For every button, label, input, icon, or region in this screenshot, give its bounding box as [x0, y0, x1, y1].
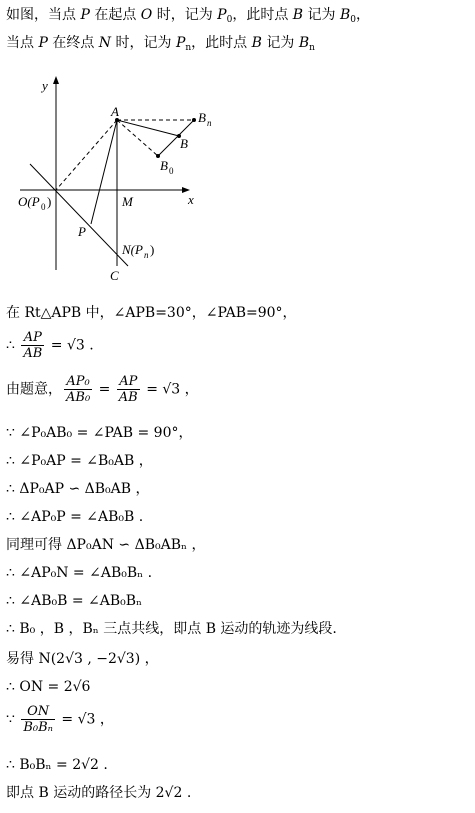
- intro-line-2: [6, 34, 315, 57]
- label-n: N(P: [122, 242, 143, 257]
- sub: n: [185, 43, 192, 53]
- denominator: B₀Bₙ: [23, 720, 53, 735]
- var-pn: P: [175, 35, 186, 51]
- text: 记为: [303, 7, 340, 23]
- line-ap: [91, 120, 117, 224]
- y-axis-arrow: [53, 76, 59, 84]
- line-13: ∴ B₀ ，B ，Bₙ 三点共线，即点 B 运动的轨迹为线段.: [6, 621, 337, 637]
- line-7: ∴ ∠P₀AP = ∠B₀AB ，: [6, 453, 153, 469]
- text: ，此时点: [232, 7, 293, 23]
- line-12: ∴ ∠AB₀B = ∠AB₀Bₙ: [6, 593, 143, 609]
- fraction: [117, 374, 140, 405]
- text: = √3 ，: [56, 711, 114, 728]
- line-18: 即点 B 运动的路径长为 2√2 .: [6, 785, 192, 801]
- denominator: AB: [23, 346, 43, 361]
- label-b0-sub: 0: [169, 166, 174, 176]
- fraction: [64, 374, 92, 405]
- text: 在终点: [47, 35, 99, 51]
- line-9: ∴ ∠AP₀P = ∠AB₀B .: [6, 509, 144, 525]
- numerator: AP: [21, 330, 44, 346]
- line-5: [6, 374, 199, 405]
- var-p: P: [38, 35, 48, 51]
- text: 记为: [261, 35, 299, 51]
- line-16: [6, 704, 114, 735]
- text: 在起点: [89, 7, 141, 23]
- text: 时，记为: [111, 35, 176, 51]
- numerator: AP: [117, 374, 140, 390]
- var-o: O: [140, 7, 153, 23]
- text: ，此时点: [191, 35, 252, 51]
- line-b0bn: [158, 120, 194, 156]
- var-b0: B: [339, 7, 351, 23]
- line-ab: [117, 120, 179, 136]
- text: ∵: [6, 711, 20, 728]
- text: = √3 .: [46, 337, 94, 354]
- text: 当点: [6, 35, 39, 51]
- label-p: P: [78, 224, 86, 239]
- text: 如图，当点: [6, 7, 81, 23]
- point-bn: [192, 118, 196, 122]
- label-bn-sub: n: [207, 118, 212, 128]
- label-x: x: [188, 192, 194, 207]
- line-oc: [30, 164, 128, 266]
- label-y: y: [42, 78, 48, 93]
- label-o: O(P: [18, 194, 40, 209]
- text: 由题意，: [6, 381, 62, 398]
- line-14: 易得 N(2√3 , −2√3) ，: [6, 651, 159, 667]
- text: =: [94, 381, 115, 398]
- line-10: 同理可得 ΔP₀AN ∽ ΔB₀ABₙ ，: [6, 537, 206, 553]
- text: = √3 ，: [141, 381, 199, 398]
- label-b: B: [180, 136, 188, 151]
- var-b: B: [292, 7, 304, 23]
- label-a: A: [111, 104, 119, 119]
- label-b0: B: [160, 158, 168, 173]
- line-8: ∴ ΔP₀AP ∽ ΔB₀AB ，: [6, 481, 150, 497]
- text: ，: [356, 7, 371, 23]
- line-6: ∵ ∠P₀AB₀ = ∠PAB = 90°，: [6, 425, 193, 441]
- label-bn: B: [198, 110, 206, 125]
- line-17: ∴ B₀Bₙ = 2√2 .: [6, 757, 108, 773]
- var-n: N: [98, 35, 112, 51]
- numerator: AP₀: [64, 374, 92, 390]
- label-c: C: [110, 268, 119, 283]
- label-o-sub: 0: [41, 202, 46, 212]
- text: ∴: [6, 337, 20, 354]
- var-b: B: [251, 35, 262, 51]
- sub: 0: [226, 15, 233, 25]
- fraction: [21, 330, 44, 361]
- var-p0: P: [217, 7, 227, 23]
- sub: n: [309, 43, 315, 53]
- geometry-figure: [10, 70, 240, 300]
- intro-line-1: [6, 6, 370, 29]
- label-o-end: ): [47, 194, 52, 209]
- line-11: ∴ ∠AP₀N = ∠AB₀Bₙ .: [6, 565, 153, 581]
- label-m: M: [122, 194, 133, 209]
- label-n-end: ): [150, 242, 155, 257]
- line-4: [6, 330, 94, 361]
- denominator: AB₀: [66, 390, 91, 405]
- denominator: AB: [118, 390, 138, 405]
- numerator: ON: [21, 704, 55, 720]
- label-n-sub: n: [144, 250, 149, 260]
- line-15: ∴ ON = 2√6: [6, 679, 91, 695]
- text: 时，记为: [152, 7, 218, 23]
- fraction: [21, 704, 55, 735]
- var-bn: B: [298, 35, 310, 51]
- line-3: 在 Rt△APB 中，∠APB=30°，∠PAB=90°，: [6, 305, 297, 321]
- var-p: P: [80, 7, 90, 23]
- sub: 0: [350, 15, 357, 25]
